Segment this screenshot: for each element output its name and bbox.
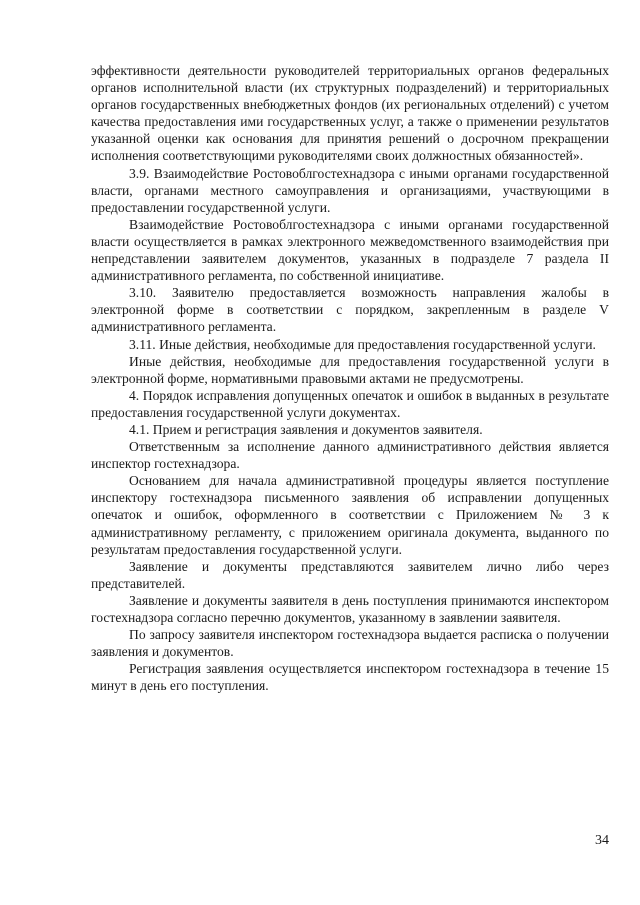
- paragraph-3-11: 3.11. Иные действия, необходимые для предоставления государственной услуги.: [129, 336, 596, 352]
- paragraph-section-4: 4. Порядок исправления допущенных опечаток и ошибок в выданных в результате предоставления государственной услуги документах.: [91, 387, 609, 420]
- paragraph-interaction: Взаимодействие Ростовоблгостехнадзора с иными органами государственной власти осуществляется в рамках электронного межведомственного взаимодействия при непредставлении заявителем документов, указанных в подразделе 7 раздела II административного регламента, по собственной инициативе.: [91, 216, 609, 284]
- paragraph-acceptance: Заявление и документы заявителя в день поступления принимаются инспектором гостехнадзора согласно перечню документов, указанному в заявлении заявителя.: [91, 592, 609, 625]
- paragraph-3-10: 3.10. Заявителю предоставляется возможность направления жалобы в электронной форме в соответствии с порядком, закрепленным в разделе V административного регламента.: [91, 285, 609, 335]
- page-number: 34: [595, 833, 609, 848]
- paragraph-3-9: 3.9. Взаимодействие Ростовоблгостехнадзора с иными органами государственной власти, органами местного самоуправления и организациями, участвующими в предоставлении государственной услуги.: [91, 165, 609, 215]
- paragraph-other-actions: Иные действия, необходимые для предоставления государственной услуги в электронной форме, нормативными правовыми актами не предусмотрены.: [91, 353, 609, 386]
- paragraph-grounds: Основанием для начала административной процедуры является поступление инспектору гостехнадзора письменного заявления об исправлении допущенных опечаток и ошибок, оформленного в соответствии с Приложением № 3 к административному регламенту, с приложением оригинала документа, выданного по результатам предоставления государственной услуги.: [91, 473, 609, 557]
- paragraph-4-1: 4.1. Прием и регистрация заявления и документов заявителя.: [129, 421, 483, 437]
- paragraph-registration: Регистрация заявления осуществляется инспектором гостехнадзора в течение 15 минут в день его поступления.: [91, 661, 609, 694]
- paragraph-submission: Заявление и документы представляются заявителем лично либо через представителей.: [91, 558, 609, 591]
- document-body: [91, 62, 609, 694]
- paragraph-continuation: эффективности деятельности руководителей территориальных органов федеральных органов исполнительной власти (их структурных подразделений) и территориальных органов государственных внебюджетных фондов (их региональных отделений) с учетом качества предоставления ими государственных услуг, а также о применении результатов указанной оценки как основания для принятия решений о досрочном прекращении исполнения соответствующими руководителями своих должностных обязанностей».: [91, 63, 609, 164]
- paragraph-responsible: Ответственным за исполнение данного административного действия является инспектор гостехнадзора.: [91, 439, 609, 472]
- paragraph-receipt: По запросу заявителя инспектором гостехнадзора выдается расписка о получении заявления и документов.: [91, 627, 609, 660]
